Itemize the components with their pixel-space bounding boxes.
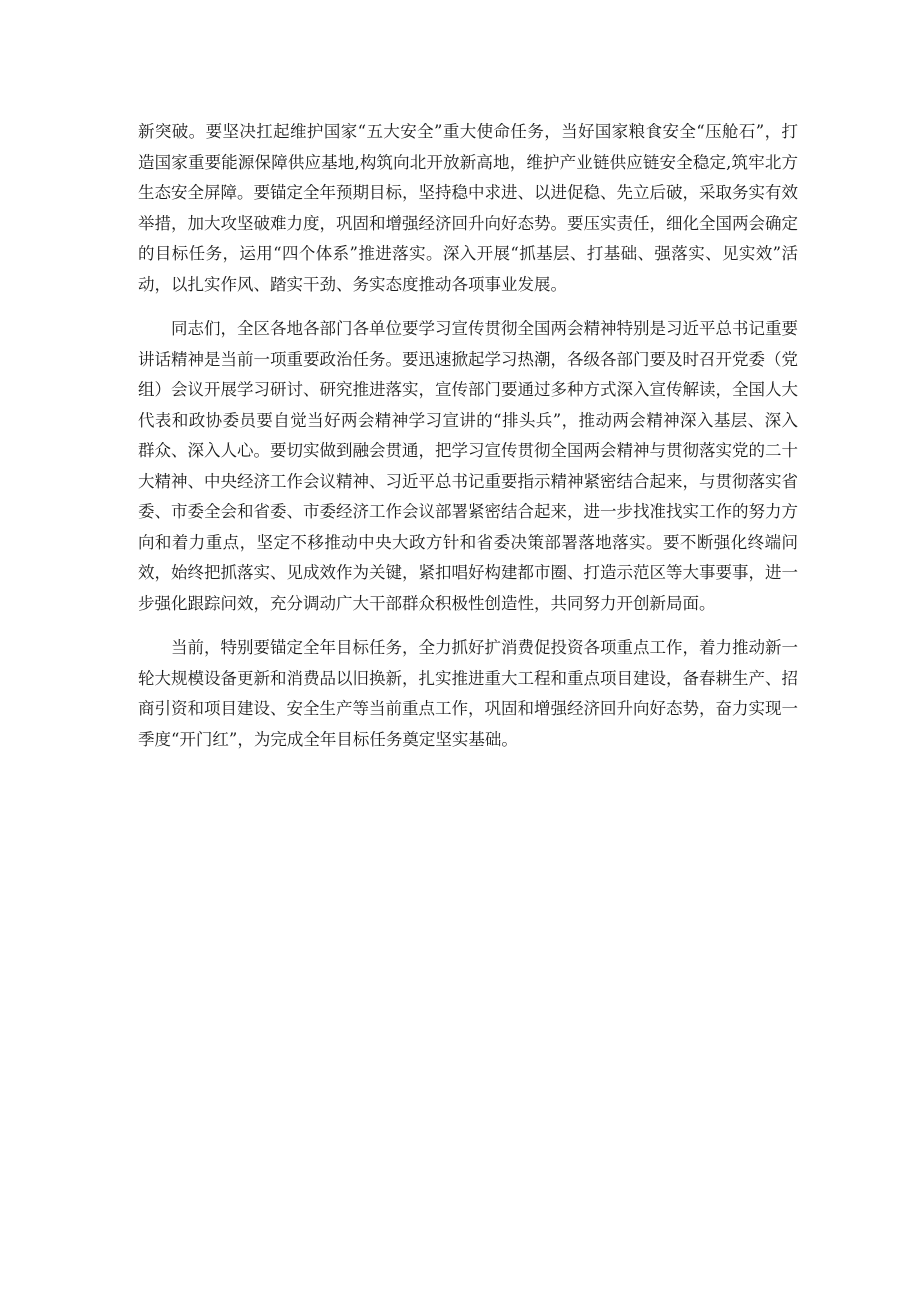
paragraph-study-spirit: 同志们，全区各地各部门各单位要学习宣传贯彻全国两会精神特别是习近平总书记重要讲话精神是当前一项重要政治任务。要迅速掀起学习热潮，各级各部门要及时召开党委（党组）会议开展学习研讨、研究推进落实，宣传部门要通过多种方式深入宣传解读，全国人大代表和政协委员要自觉当好两会精神学习宣讲的“排头兵”，推动两会精神深入基层、深入群众、深入人心。要切实做到融会贯通，把学习宣传贯彻全国两会精神与贯彻落实党的二十大精神、中央经济工作会议精神、习近平总书记重要指示精神紧密结合起来，与贯彻落实省委、市委全会和省委、市委经济工作会议部署紧密结合起来，进一步找准找实工作的努力方向和着力重点，坚定不移推动中央大政方针和省委决策部署落地落实。要不断强化终端问效，始终把抓落实、见成效作为关键，紧扣唱好构建都市圈、打造示范区等大事要事，进一步强化跟踪问效，充分调动广大干部群众积极性创造性，共同努力开创新局面。	[138, 319, 798, 613]
document-body	[138, 117, 798, 769]
paragraph-current-tasks: 当前，特别要锚定全年目标任务，全力抓好扩消费促投资各项重点工作，着力推动新一轮大规模设备更新和消费品以旧换新，扎实推进重大工程和重点项目建设，备春耕生产、招商引资和项目建设、安全生产等当前重点工作，巩固和增强经济回升向好态势，奋力实现一季度“开门红”，为完成全年目标任务奠定坚实基础。	[138, 638, 798, 749]
paragraph-continuation: 新突破。要坚决扛起维护国家“五大安全”重大使命任务，当好国家粮食安全“压舱石”，打造国家重要能源保障供应基地,构筑向北开放新高地，维护产业链供应链安全稳定,筑牢北方生态安全屏障。要锚定全年预期目标，坚持稳中求进、以进促稳、先立后破，采取务实有效举措，加大攻坚破难力度，巩固和增强经济回升向好态势。要压实责任，细化全国两会确定的目标任务，运用“四个体系”推进落实。深入开展“抓基层、打基础、强落实、见实效”活动，以扎实作风、踏实干劲、务实态度推动各项事业发展。	[138, 122, 798, 294]
